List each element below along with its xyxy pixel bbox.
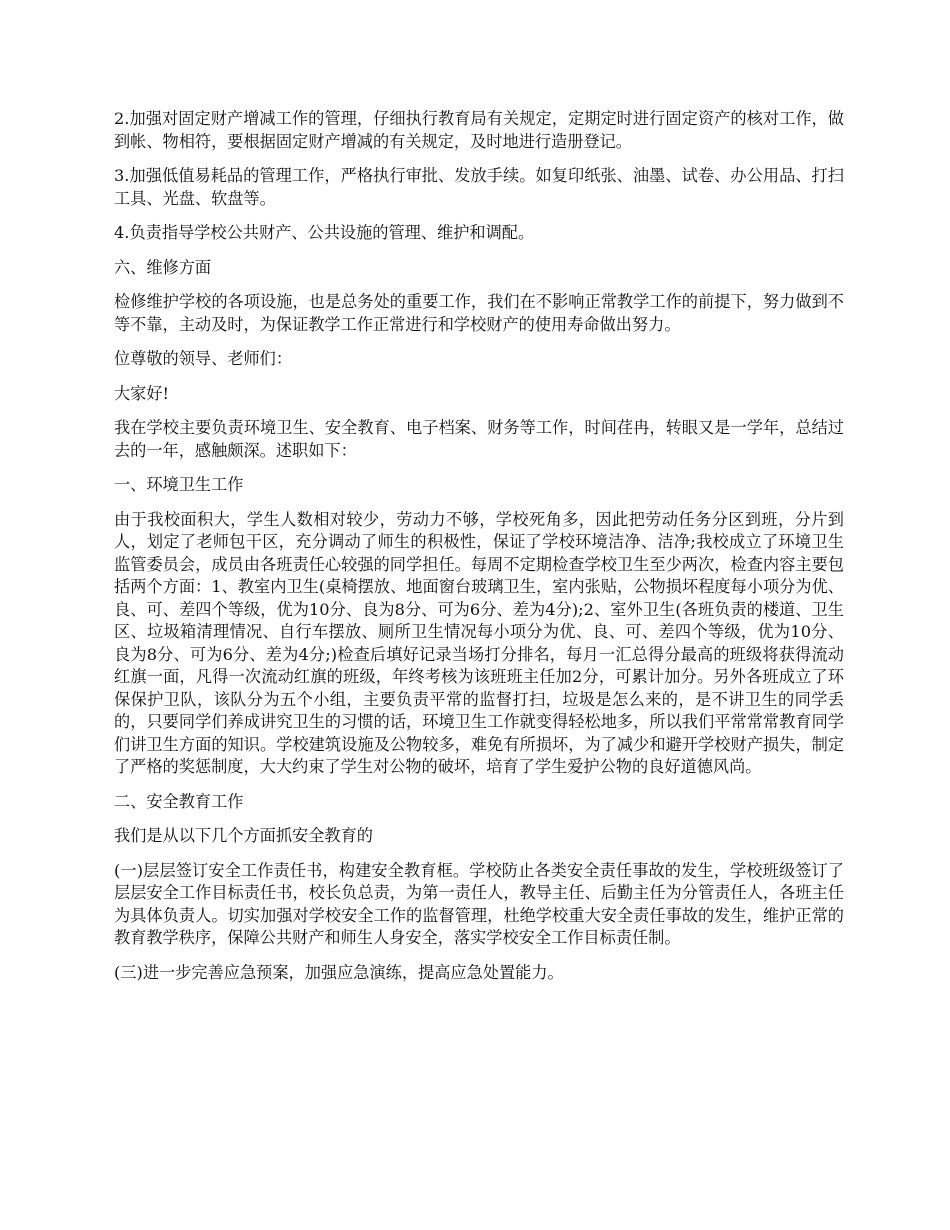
paragraph-public-property: 4.负责指导学校公共财产、公共设施的管理、维护和调配。: [114, 223, 535, 242]
paragraph-consumables: 3.加强低值易耗品的管理工作，严格执行审批、发放手续。如复印纸张、油墨、试卷、办公用品、打扫工具、光盘、软盘等。: [114, 166, 844, 208]
paragraph-safety-responsibility: (一)层层签订安全工作责任书，构建安全教育框。学校防止各类安全责任事故的发生，学校班级签订了层层安全工作目标责任书，校长负总责，为第一责任人，教导主任、后勤主任为分管责任人，各班主任为具体负责人。切实加强对学校安全工作的监督管理，杜绝学校重大安全责任事故的发生，维护正常的教育教学秩序，保障公共财产和师生人身安全，落实学校安全工作目标责任制。: [114, 860, 844, 947]
paragraph-environment: 由于我校面积大，学生人数相对较少，劳动力不够，学校死角多，因此把劳动任务分区到班，分片到人，划定了老师包干区，充分调动了师生的积极性，保证了学校环境洁净、洁净;我校成立了环境卫生监管委员会，成员由各班责任心较强的同学担任。每周不定期检查学校卫生至少两次，检查内容主要包括两个方面：1、教室内卫生(桌椅摆放、地面窗台玻璃卫生，室内张贴，公物损坏程度每小项分为优、良、可、差四个等级，优为10分、良为8分、可为6分、差为4分);2、室外卫生(各班负责的楼道、卫生区、垃圾箱清理情况、自行车摆放、厕所卫生情况每小项分为优、良、可、差四个等级，优为10分、良为8分、可为6分、差为4分;)检查后填好记录当场打分排名，每月一汇总得分最高的班级将获得流动红旗一面，凡得一次流动红旗的班级，年终考核为该班班主任加2分，可累计加分。另外各班成立了环保保护卫队，该队分为五个小组，主要负责平常的监督打扫，垃圾是怎么来的，是不讲卫生的同学丢的，只要同学们养成讲究卫生的习惯的话，环境卫生工作就变得轻松地多，所以我们平常常常教育同学们讲卫生方面的知识。学校建筑设施及公物较多，难免有所损坏，为了减少和避开学校财产损失，制定了严格的奖惩制度，大大约束了学生对公物的破坏，培育了学生爱护公物的良好道德风尚。: [114, 509, 844, 776]
section-heading-safety: 二、安全教育工作: [114, 791, 244, 811]
greeting: 大家好!: [114, 383, 170, 403]
paragraph-safety-intro: 我们是从以下几个方面抓安全教育的: [114, 826, 373, 845]
paragraph-safety-emergency: (三)进一步完善应急预案，加强应急演练，提高应急处置能力。: [114, 962, 564, 982]
document-page: [114, 108, 844, 996]
paragraph-fixed-assets: 2.加强对固定财产增减工作的管理，仔细执行教育局有关规定，定期定时进行固定资产的核对工作，做到帐、物相符，要根据固定财产增减的有关规定，及时地进行造册登记。: [114, 109, 844, 151]
paragraph-introduction: 我在学校主要负责环境卫生、安全教育、电子档案、财务等工作，时间荏冉，转眼又是一学年，总结过去的一年，感触颇深。述职如下：: [114, 418, 844, 460]
paragraph-maintenance: 检修维护学校的各项设施，也是总务处的重要工作，我们在不影响正常教学工作的前提下，努力做到不等不靠，主动及时，为保证教学工作正常进行和学校财产的使用寿命做出努力。: [114, 292, 844, 334]
salutation: 位尊敬的领导、老师们：: [114, 349, 293, 368]
section-heading-environment: 一、环境卫生工作: [114, 475, 244, 494]
section-heading-maintenance: 六、维修方面: [114, 257, 212, 277]
